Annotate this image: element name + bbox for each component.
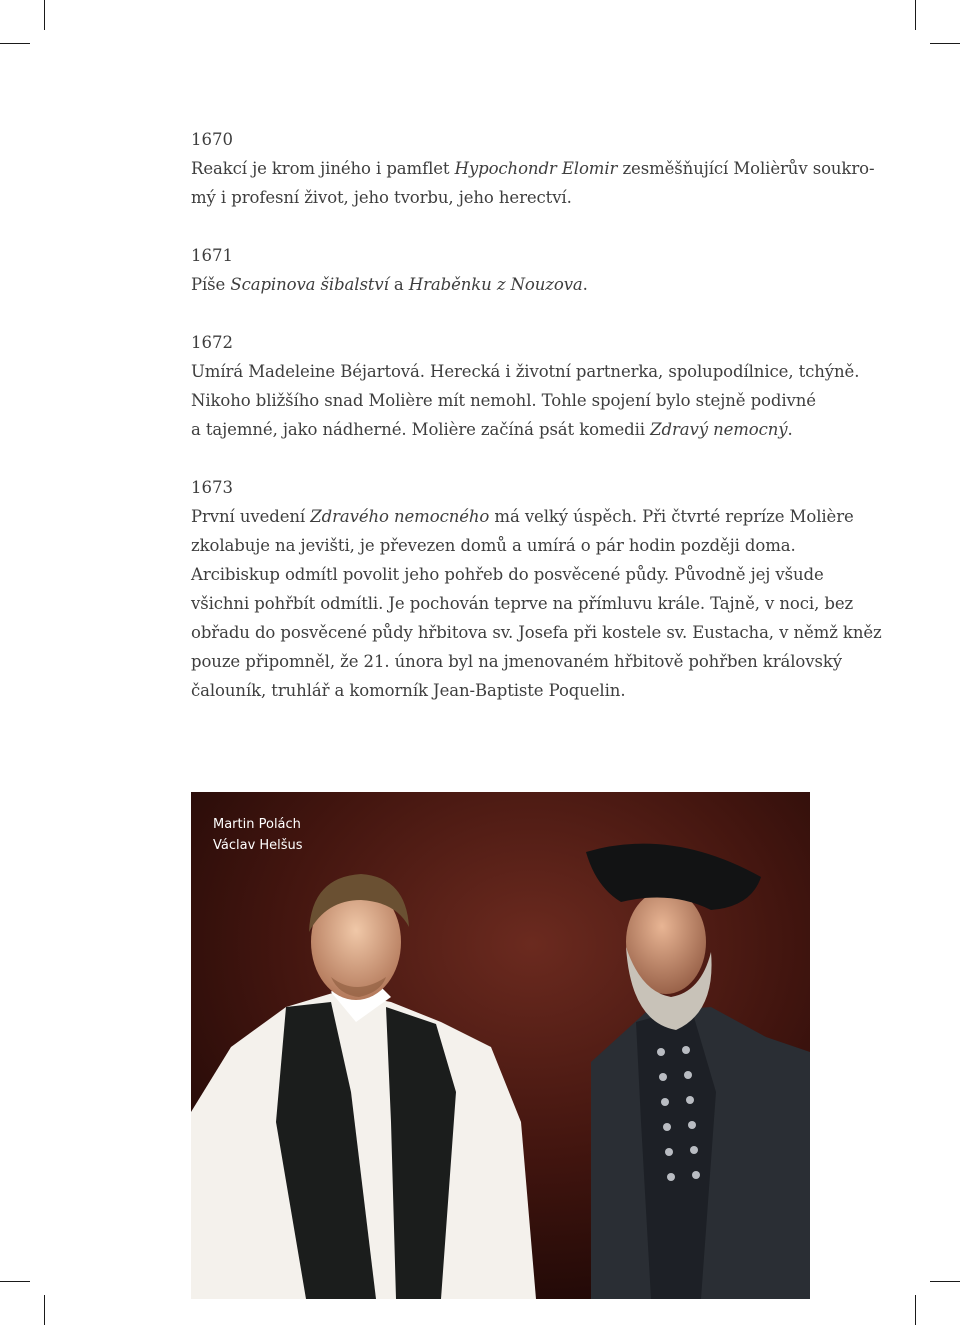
crop-mark xyxy=(44,1295,45,1325)
entry-text-line xyxy=(191,560,831,589)
entry-text-line xyxy=(191,676,831,705)
text-run: má velký úspěch. Při čtvrté repríze Molière xyxy=(489,507,854,526)
entry-text-line xyxy=(191,531,831,560)
entry-text-line xyxy=(191,502,854,531)
entry-text-line xyxy=(191,183,831,212)
crop-mark xyxy=(915,0,916,30)
entry-text-line xyxy=(191,618,882,647)
text-run: . xyxy=(787,420,793,439)
text-run: mý i profesní život, jeho tvorbu, jeho herectví. xyxy=(191,188,572,207)
text-run: Arcibiskup odmítl povolit jeho pohřeb do posvěcené půdy. Původně jej všude xyxy=(191,565,824,584)
entry-text-line xyxy=(191,415,831,444)
text-run: a xyxy=(388,275,409,294)
text-run: Nikoho bližšího snad Molière mít nemohl. Tohle spojení bylo stejně podivné xyxy=(191,391,816,410)
text-run: a tajemné, jako nádherné. Molière začíná psát komedii xyxy=(191,420,651,439)
chronology-entry xyxy=(191,241,831,299)
text-run: Píše xyxy=(191,275,231,294)
crop-mark xyxy=(0,1281,30,1282)
text-run: . xyxy=(582,275,588,294)
text-run: obřadu do posvěcené půdy hřbitova sv. Josefa při kostele sv. Eustacha, v němž kněz xyxy=(191,623,882,642)
crop-mark xyxy=(0,43,30,44)
work-title: Hraběnku z Nouzova xyxy=(408,275,583,294)
entry-text-line xyxy=(191,647,842,676)
text-run: zesměšňující Molièrův soukro- xyxy=(617,159,875,178)
work-title: Hypochondr Elomir xyxy=(454,159,618,178)
chronology-entry xyxy=(191,473,882,705)
entry-year: 1670 xyxy=(191,130,233,149)
caption-actor-name: Martin Polách xyxy=(213,817,301,832)
chronology-entry xyxy=(191,125,875,212)
entry-text-line xyxy=(191,154,875,183)
crop-mark xyxy=(930,43,960,44)
text-run: Reakcí je krom jiného i pamflet xyxy=(191,159,455,178)
crop-mark xyxy=(915,1295,916,1325)
work-title: Scapinova šibalství xyxy=(230,275,389,294)
stage-photo xyxy=(191,792,810,1299)
chronology-text xyxy=(191,125,882,734)
crop-mark xyxy=(930,1281,960,1282)
work-title: Zdravého nemocného xyxy=(310,507,490,526)
text-run: čalouník, truhlář a komorník Jean-Baptiste Poquelin. xyxy=(191,681,626,700)
entry-text-line xyxy=(191,589,854,618)
caption-actor-name: Václav Helšus xyxy=(213,838,303,853)
stage-photo-illustration xyxy=(191,792,810,1299)
text-run: Umírá Madeleine Béjartová. Herecká i životní partnerka, spolupodílnice, tchýně. xyxy=(191,362,860,381)
entry-text-line xyxy=(191,386,831,415)
entry-year: 1671 xyxy=(191,246,233,265)
entry-year: 1672 xyxy=(191,333,233,352)
photo-caption xyxy=(213,814,303,856)
text-run: zkolabuje na jevišti, je převezen domů a umírá o pár hodin později doma. xyxy=(191,536,796,555)
text-run: První uvedení xyxy=(191,507,311,526)
entry-text-line xyxy=(191,270,831,299)
work-title: Zdravý nemocný xyxy=(650,420,788,439)
crop-mark xyxy=(44,0,45,30)
text-run: všichni pohřbít odmítli. Je pochován teprve na přímluvu krále. Tajně, v noci, bez xyxy=(191,594,854,613)
chronology-entry xyxy=(191,328,860,444)
entry-year: 1673 xyxy=(191,478,233,497)
entry-text-line xyxy=(191,357,860,386)
text-run: pouze připomněl, že 21. února byl na jmenovaném hřbitově pohřben královský xyxy=(191,652,842,671)
